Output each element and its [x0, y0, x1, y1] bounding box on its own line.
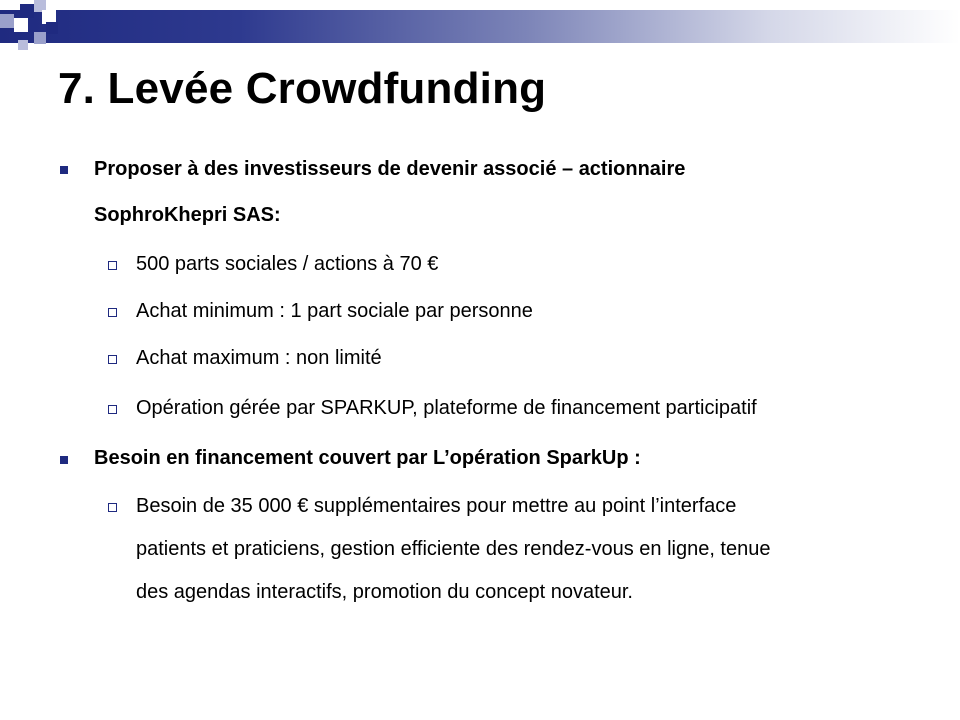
bullet-text: Besoin en financement couvert par L’opération SparkUp : — [94, 447, 641, 469]
header-gradient-band — [0, 10, 960, 43]
hollow-square-bullet-icon — [108, 355, 117, 364]
decorative-square — [18, 40, 28, 50]
bullet-text: SophroKhepri SAS: — [94, 204, 281, 226]
square-bullet-icon — [60, 456, 68, 464]
decorative-square — [0, 14, 14, 28]
hollow-square-bullet-icon — [108, 308, 117, 317]
sub-bullet-text: Opération gérée par SPARKUP, plateforme de financement participatif — [136, 397, 757, 419]
bullet-text: Proposer à des investisseurs de devenir associé – actionnaire — [94, 158, 686, 180]
hollow-square-bullet-icon — [108, 405, 117, 414]
decorative-square — [20, 4, 34, 18]
sub-bullet-text: des agendas interactifs, promotion du concept novateur. — [136, 581, 633, 603]
decorative-square — [46, 22, 58, 34]
square-bullet-icon — [60, 166, 68, 174]
sub-bullet-text: 500 parts sociales / actions à 70 € — [136, 253, 439, 275]
sub-bullet-text: Besoin de 35 000 € supplémentaires pour mettre au point l’interface — [136, 495, 737, 517]
decorative-square — [34, 32, 46, 44]
sub-bullet-text: Achat minimum : 1 part sociale par personne — [136, 300, 533, 322]
hollow-square-bullet-icon — [108, 503, 117, 512]
decorative-square — [14, 18, 28, 32]
sub-bullet-text: patients et praticiens, gestion efficiente des rendez-vous en ligne, tenue — [136, 538, 771, 560]
slide-title: 7. Levée Crowdfunding — [58, 64, 547, 113]
hollow-square-bullet-icon — [108, 261, 117, 270]
sub-bullet-text: Achat maximum : non limité — [136, 347, 382, 369]
